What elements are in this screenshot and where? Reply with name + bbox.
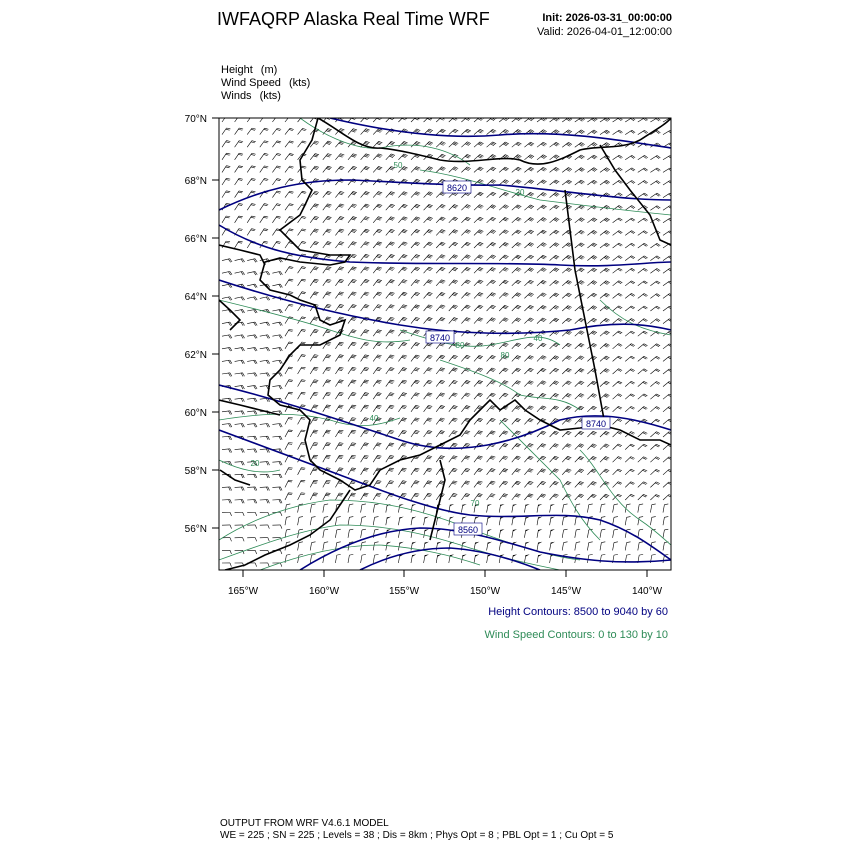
valid-time: Valid: 2026-04-01_12:00:00 [537,26,672,38]
speed-contour-label: 80 [455,341,465,350]
lat-tick-label: 64°N [184,292,207,303]
footer-model-line: OUTPUT FROM WRF V4.6.1 MODEL [220,818,389,829]
model-info-footer [220,818,613,842]
speed-contour-label: 40 [369,414,379,423]
speed-contour-label: 80 [500,351,510,360]
height-contour-label: 8740 [429,333,451,343]
lon-tick-label: 160°W [308,586,340,597]
speed-contour-label: 40 [533,334,543,343]
height-contour-label: 8620 [446,183,468,193]
lon-tick-label: 145°W [550,586,582,597]
speed-contour-label: 70 [470,499,480,508]
lon-tick-label: 155°W [388,586,420,597]
lon-tick-label: 140°W [631,586,663,597]
lat-tick-label: 66°N [184,234,207,245]
lat-tick-label: 56°N [184,524,207,535]
lon-tick-label: 150°W [469,586,501,597]
height-contour-label: 8740 [585,419,607,429]
lat-tick-label: 68°N [184,176,207,187]
height-contour-label: 8560 [457,525,479,535]
variable-winds: Winds (kts) [221,90,281,102]
init-time: Init: 2026-03-31_00:00:00 [542,12,672,24]
footer-config-line: WE = 225 ; SN = 225 ; Levels = 38 ; Dis = 8km ; Phys Opt = 8 ; PBL Opt = 1 ; Cu Opt = 5 [220,830,614,841]
speed-contour-label: 20 [515,188,525,197]
lon-tick-label: 165°W [227,586,259,597]
lat-tick-label: 60°N [184,408,207,419]
plot-title: IWFAQRP Alaska Real Time WRF [217,9,490,29]
wind-speed-contours-legend: Wind Speed Contours: 0 to 130 by 10 [484,629,668,641]
lat-tick-label: 58°N [184,466,207,477]
lat-tick-label: 62°N [184,350,207,361]
lat-tick-label: 70°N [184,114,207,125]
height-contours-legend: Height Contours: 8500 to 9040 by 60 [488,606,668,618]
variable-height: Height (m) [221,64,278,76]
speed-contour-label: 20 [250,459,260,468]
variable-wind-speed: Wind Speed (kts) [221,77,311,89]
speed-contour-label: 50 [393,161,403,170]
